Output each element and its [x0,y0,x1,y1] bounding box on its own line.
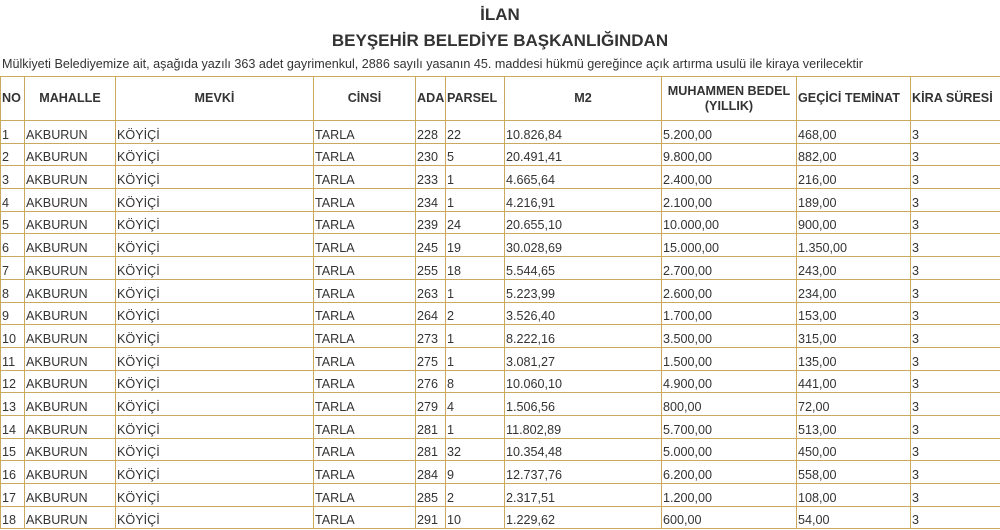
cell-cinsi: TARLA [314,279,416,302]
cell-m2: 10.826,84 [505,121,662,144]
cell-muhammen-bedel: 600,00 [662,506,797,529]
cell-gecici-teminat: 135,00 [797,347,911,370]
cell-m2: 1.506,56 [505,393,662,416]
table-row [1,143,1000,166]
cell-parsel: 1 [446,279,505,302]
cell-mevki: KÖYİÇİ [116,189,314,212]
cell-kira-suresi: 3 [911,438,1000,461]
cell-kira-suresi: 3 [911,484,1000,507]
cell-kira-suresi: 3 [911,279,1000,302]
table-row [1,370,1000,393]
cell-ada: 255 [416,257,446,280]
cell-no: 5 [1,211,25,234]
cell-muhammen-bedel: 6.200,00 [662,461,797,484]
col-header-gecici-teminat: GEÇİCİ TEMİNAT [797,77,911,121]
cell-parsel: 24 [446,211,505,234]
cell-ada: 291 [416,506,446,529]
cell-mevki: KÖYİÇİ [116,461,314,484]
table-row [1,302,1000,325]
cell-muhammen-bedel: 5.200,00 [662,121,797,144]
cell-mevki: KÖYİÇİ [116,302,314,325]
cell-gecici-teminat: 468,00 [797,121,911,144]
cell-kira-suresi: 3 [911,234,1000,257]
table-row [1,257,1000,280]
cell-parsel: 8 [446,370,505,393]
cell-no: 13 [1,393,25,416]
cell-muhammen-bedel: 800,00 [662,393,797,416]
notice-subtitle: BEYŞEHİR BELEDİYE BAŞKANLIĞINDAN [331,31,669,50]
cell-mahalle: AKBURUN [25,506,116,529]
table-row [1,325,1000,348]
cell-muhammen-bedel: 10.000,00 [662,211,797,234]
cell-parsel: 1 [446,166,505,189]
cell-no: 1 [1,121,25,144]
cell-kira-suresi: 3 [911,370,1000,393]
cell-kira-suresi: 3 [911,506,1000,529]
cell-gecici-teminat: 72,00 [797,393,911,416]
cell-mevki: KÖYİÇİ [116,257,314,280]
cell-no: 14 [1,415,25,438]
cell-kira-suresi: 3 [911,257,1000,280]
cell-m2: 10.354,48 [505,438,662,461]
cell-muhammen-bedel: 9.800,00 [662,143,797,166]
cell-mahalle: AKBURUN [25,393,116,416]
cell-mahalle: AKBURUN [25,143,116,166]
cell-m2: 12.737,76 [505,461,662,484]
cell-m2: 4.665,64 [505,166,662,189]
cell-mevki: KÖYİÇİ [116,506,314,529]
cell-mevki: KÖYİÇİ [116,484,314,507]
cell-m2: 5.223,99 [505,279,662,302]
cell-mahalle: AKBURUN [25,325,116,348]
cell-parsel: 9 [446,461,505,484]
cell-ada: 239 [416,211,446,234]
cell-cinsi: TARLA [314,347,416,370]
cell-ada: 234 [416,189,446,212]
cell-no: 7 [1,257,25,280]
cell-muhammen-bedel: 2.400,00 [662,166,797,189]
cell-ada: 285 [416,484,446,507]
cell-gecici-teminat: 558,00 [797,461,911,484]
cell-kira-suresi: 3 [911,393,1000,416]
cell-mevki: KÖYİÇİ [116,347,314,370]
col-header-ada: ADA [416,77,446,121]
table-row [1,347,1000,370]
cell-muhammen-bedel: 15.000,00 [662,234,797,257]
cell-gecici-teminat: 441,00 [797,370,911,393]
cell-gecici-teminat: 54,00 [797,506,911,529]
cell-parsel: 22 [446,121,505,144]
cell-kira-suresi: 3 [911,461,1000,484]
table-row [1,189,1000,212]
cell-mahalle: AKBURUN [25,461,116,484]
cell-gecici-teminat: 315,00 [797,325,911,348]
cell-gecici-teminat: 1.350,00 [797,234,911,257]
table-row [1,506,1000,529]
cell-gecici-teminat: 243,00 [797,257,911,280]
cell-muhammen-bedel: 1.700,00 [662,302,797,325]
cell-ada: 273 [416,325,446,348]
cell-m2: 30.028,69 [505,234,662,257]
col-header-mevki: MEVKİ [116,77,314,121]
cell-ada: 263 [416,279,446,302]
cell-mahalle: AKBURUN [25,189,116,212]
table-row [1,415,1000,438]
table-row [1,234,1000,257]
cell-m2: 20.655,10 [505,211,662,234]
cell-m2: 3.526,40 [505,302,662,325]
cell-gecici-teminat: 108,00 [797,484,911,507]
col-header-no: NO [1,77,25,121]
cell-muhammen-bedel: 2.700,00 [662,257,797,280]
cell-cinsi: TARLA [314,325,416,348]
cell-mevki: KÖYİÇİ [116,325,314,348]
cell-no: 10 [1,325,25,348]
table-body [1,121,1000,529]
col-header-cinsi: CİNSİ [314,77,416,121]
cell-mahalle: AKBURUN [25,438,116,461]
cell-cinsi: TARLA [314,121,416,144]
cell-parsel: 1 [446,189,505,212]
cell-ada: 281 [416,438,446,461]
cell-parsel: 1 [446,415,505,438]
col-header-kira-suresi: KİRA SÜRESİ [911,77,1000,121]
table-row [1,393,1000,416]
cell-cinsi: TARLA [314,257,416,280]
cell-muhammen-bedel: 3.500,00 [662,325,797,348]
cell-ada: 230 [416,143,446,166]
cell-no: 11 [1,347,25,370]
cell-no: 2 [1,143,25,166]
cell-no: 4 [1,189,25,212]
cell-parsel: 1 [446,347,505,370]
cell-ada: 233 [416,166,446,189]
col-header-muhammen-bedel: MUHAMMEN BEDEL (YILLIK) [662,77,797,121]
cell-parsel: 10 [446,506,505,529]
cell-cinsi: TARLA [314,461,416,484]
cell-mahalle: AKBURUN [25,121,116,144]
notice-title: İLAN [480,5,520,24]
rental-table [0,76,1000,529]
table-header-row [1,77,1000,121]
cell-cinsi: TARLA [314,415,416,438]
cell-mevki: KÖYİÇİ [116,438,314,461]
cell-muhammen-bedel: 1.500,00 [662,347,797,370]
cell-cinsi: TARLA [314,370,416,393]
col-header-m2: M2 [505,77,662,121]
cell-kira-suresi: 3 [911,121,1000,144]
cell-no: 3 [1,166,25,189]
cell-mevki: KÖYİÇİ [116,234,314,257]
cell-gecici-teminat: 882,00 [797,143,911,166]
cell-ada: 276 [416,370,446,393]
table-row [1,211,1000,234]
cell-mevki: KÖYİÇİ [116,166,314,189]
cell-kira-suresi: 3 [911,143,1000,166]
cell-m2: 4.216,91 [505,189,662,212]
cell-cinsi: TARLA [314,302,416,325]
cell-m2: 3.081,27 [505,347,662,370]
cell-parsel: 1 [446,325,505,348]
cell-ada: 264 [416,302,446,325]
cell-cinsi: TARLA [314,438,416,461]
cell-mevki: KÖYİÇİ [116,415,314,438]
cell-mahalle: AKBURUN [25,302,116,325]
cell-ada: 281 [416,415,446,438]
cell-cinsi: TARLA [314,166,416,189]
cell-kira-suresi: 3 [911,189,1000,212]
cell-cinsi: TARLA [314,484,416,507]
cell-mahalle: AKBURUN [25,279,116,302]
cell-parsel: 19 [446,234,505,257]
table-row [1,461,1000,484]
cell-parsel: 2 [446,302,505,325]
table-row [1,166,1000,189]
cell-kira-suresi: 3 [911,211,1000,234]
cell-mevki: KÖYİÇİ [116,370,314,393]
cell-no: 17 [1,484,25,507]
table-row [1,484,1000,507]
cell-gecici-teminat: 234,00 [797,279,911,302]
cell-no: 12 [1,370,25,393]
col-header-mahalle: MAHALLE [25,77,116,121]
cell-m2: 8.222,16 [505,325,662,348]
cell-parsel: 5 [446,143,505,166]
cell-muhammen-bedel: 4.900,00 [662,370,797,393]
cell-m2: 11.802,89 [505,415,662,438]
cell-mahalle: AKBURUN [25,415,116,438]
cell-no: 15 [1,438,25,461]
cell-kira-suresi: 3 [911,415,1000,438]
cell-mahalle: AKBURUN [25,484,116,507]
cell-kira-suresi: 3 [911,302,1000,325]
cell-mahalle: AKBURUN [25,234,116,257]
cell-cinsi: TARLA [314,211,416,234]
table-row [1,438,1000,461]
cell-ada: 279 [416,393,446,416]
cell-m2: 2.317,51 [505,484,662,507]
cell-m2: 20.491,41 [505,143,662,166]
cell-gecici-teminat: 450,00 [797,438,911,461]
cell-parsel: 32 [446,438,505,461]
cell-mahalle: AKBURUN [25,347,116,370]
cell-mevki: KÖYİÇİ [116,393,314,416]
cell-cinsi: TARLA [314,506,416,529]
cell-kira-suresi: 3 [911,325,1000,348]
cell-no: 6 [1,234,25,257]
cell-gecici-teminat: 153,00 [797,302,911,325]
table-row [1,121,1000,144]
cell-no: 8 [1,279,25,302]
cell-muhammen-bedel: 1.200,00 [662,484,797,507]
cell-muhammen-bedel: 5.700,00 [662,415,797,438]
cell-parsel: 4 [446,393,505,416]
cell-ada: 228 [416,121,446,144]
cell-cinsi: TARLA [314,143,416,166]
cell-gecici-teminat: 513,00 [797,415,911,438]
cell-m2: 10.060,10 [505,370,662,393]
cell-mahalle: AKBURUN [25,370,116,393]
cell-no: 9 [1,302,25,325]
cell-cinsi: TARLA [314,189,416,212]
notice-intro: Mülkiyeti Belediyemize ait, aşağıda yazılı 363 adet gayrimenkul, 2886 sayılı yasanın 45. maddesi hükmü gereğince açık artırma usulü ile kiraya verilecektir [2,57,863,71]
cell-kira-suresi: 3 [911,166,1000,189]
col-header-parsel: PARSEL [446,77,505,121]
cell-gecici-teminat: 900,00 [797,211,911,234]
cell-muhammen-bedel: 2.100,00 [662,189,797,212]
cell-ada: 245 [416,234,446,257]
table-row [1,279,1000,302]
cell-mevki: KÖYİÇİ [116,143,314,166]
cell-ada: 284 [416,461,446,484]
cell-gecici-teminat: 189,00 [797,189,911,212]
cell-ada: 275 [416,347,446,370]
cell-no: 16 [1,461,25,484]
cell-mevki: KÖYİÇİ [116,121,314,144]
cell-m2: 1.229,62 [505,506,662,529]
cell-muhammen-bedel: 2.600,00 [662,279,797,302]
cell-gecici-teminat: 216,00 [797,166,911,189]
cell-mevki: KÖYİÇİ [116,279,314,302]
cell-m2: 5.544,65 [505,257,662,280]
cell-mahalle: AKBURUN [25,166,116,189]
cell-parsel: 2 [446,484,505,507]
cell-cinsi: TARLA [314,234,416,257]
cell-muhammen-bedel: 5.000,00 [662,438,797,461]
cell-mahalle: AKBURUN [25,211,116,234]
cell-mahalle: AKBURUN [25,257,116,280]
cell-mevki: KÖYİÇİ [116,211,314,234]
cell-parsel: 18 [446,257,505,280]
cell-kira-suresi: 3 [911,347,1000,370]
cell-no: 18 [1,506,25,529]
cell-cinsi: TARLA [314,393,416,416]
